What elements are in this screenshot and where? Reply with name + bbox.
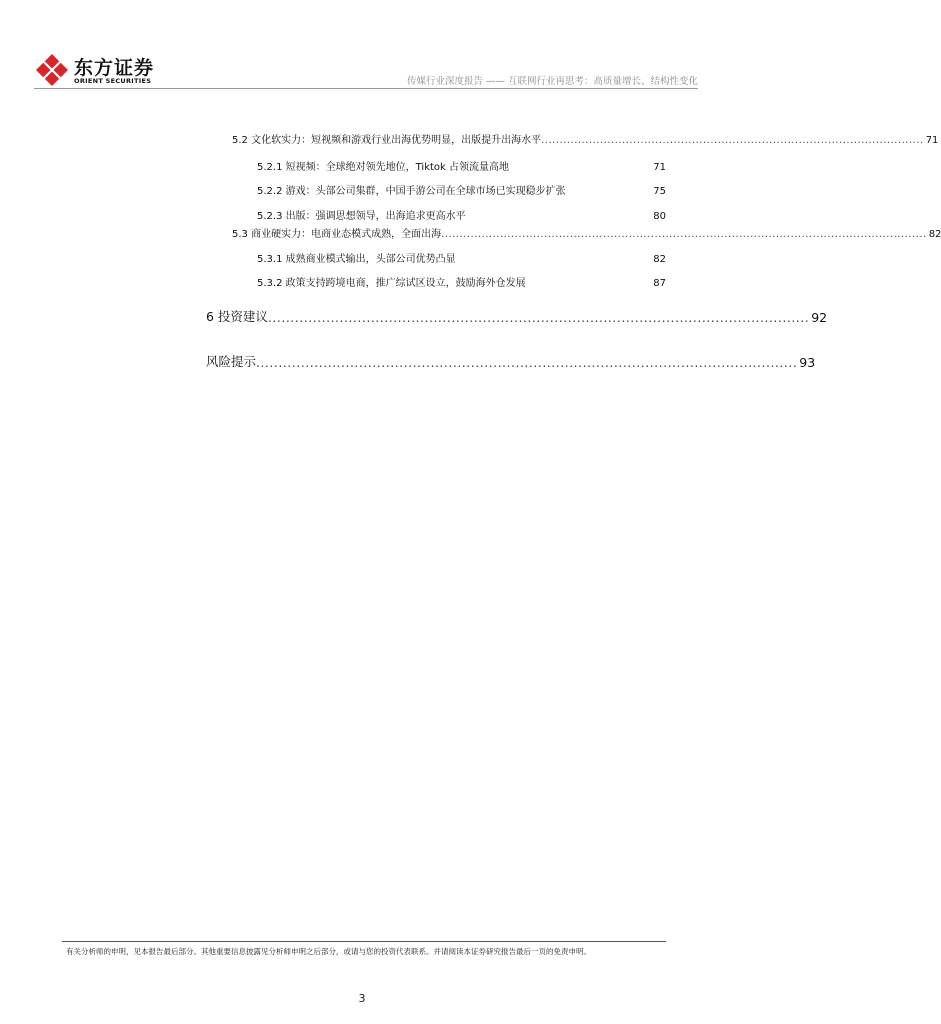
toc-leader-dots: .........................................................................................................................	[267, 310, 810, 325]
toc-entry-label: 5.2 文化软实力：短视频和游戏行业出海优势明显，出版提升出海水平	[232, 135, 542, 146]
toc-entry-page: 82	[928, 229, 941, 240]
report-title: 传媒行业深度报告 —— 互联网行业再思考：高质量增长、结构性变化	[406, 76, 698, 87]
toc-entry-page: 92	[811, 310, 828, 325]
footer-divider	[62, 941, 666, 942]
toc-entry-6[interactable]	[206, 307, 828, 325]
toc-leader-dots: ....................................................................................................................................	[441, 229, 927, 240]
footer-disclaimer: 有关分析师的申明，见本报告最后部分。其他重要信息披露见分析师申明之后部分，或请与您的投资代表联系。并请阅读本证券研究报告最后一页的免责申明。	[66, 947, 591, 956]
toc-entry-label: 风险提示	[206, 354, 257, 369]
toc-entry-5-3-2[interactable]	[257, 274, 666, 289]
orient-securities-logo-icon	[34, 52, 70, 88]
toc-entry-page: 71	[653, 162, 666, 173]
toc-entry-5-2-2[interactable]	[257, 182, 666, 197]
page-number: 3	[358, 992, 366, 1005]
toc-entry-page: 93	[799, 355, 816, 370]
toc-entry-label: 6 投资建议	[206, 309, 268, 324]
toc-entry-page: 87	[653, 278, 666, 289]
toc-entry-5-2[interactable]	[232, 131, 939, 146]
toc-entry-page: 82	[653, 254, 666, 265]
toc-entry-risk[interactable]	[206, 352, 816, 370]
toc-entry-page: 80	[653, 211, 666, 222]
toc-entry-5-3[interactable]	[232, 225, 941, 240]
toc-entry-5-2-1[interactable]	[257, 158, 666, 173]
toc-entry-label: 5.3.2 政策支持跨境电商，推广综试区设立，鼓励海外仓发展	[257, 278, 526, 289]
logo-chinese-name: 东方证券	[74, 57, 155, 79]
toc-entry-label: 5.3.1 成熟商业模式输出，头部公司优势凸显	[257, 254, 456, 265]
toc-entry-page: 71	[925, 135, 939, 146]
toc-entry-label: 5.2.3 出版：强调思想领导，出海追求更高水平	[257, 211, 466, 222]
toc-entry-label: 5.3 商业硬实力：电商业态模式成熟，全面出海	[232, 229, 442, 240]
toc-entry-page: 75	[653, 186, 666, 197]
toc-entry-5-2-3[interactable]	[257, 207, 666, 222]
logo-english-name: ORIENT SECURITIES	[74, 77, 152, 85]
toc-leader-dots: .........................................................................................................................	[256, 355, 798, 370]
toc-entry-label: 5.2.1 短视频：全球绝对领先地位，Tiktok 占领流量高地	[257, 162, 510, 173]
toc-entry-5-3-1[interactable]	[257, 250, 666, 265]
brand-logo	[34, 52, 194, 88]
header-divider	[34, 88, 698, 89]
toc-entry-label: 5.2.2 游戏：头部公司集群，中国手游公司在全球市场已实现稳步扩张	[257, 186, 566, 197]
toc-leader-dots: ........................................................................................................	[541, 135, 924, 146]
